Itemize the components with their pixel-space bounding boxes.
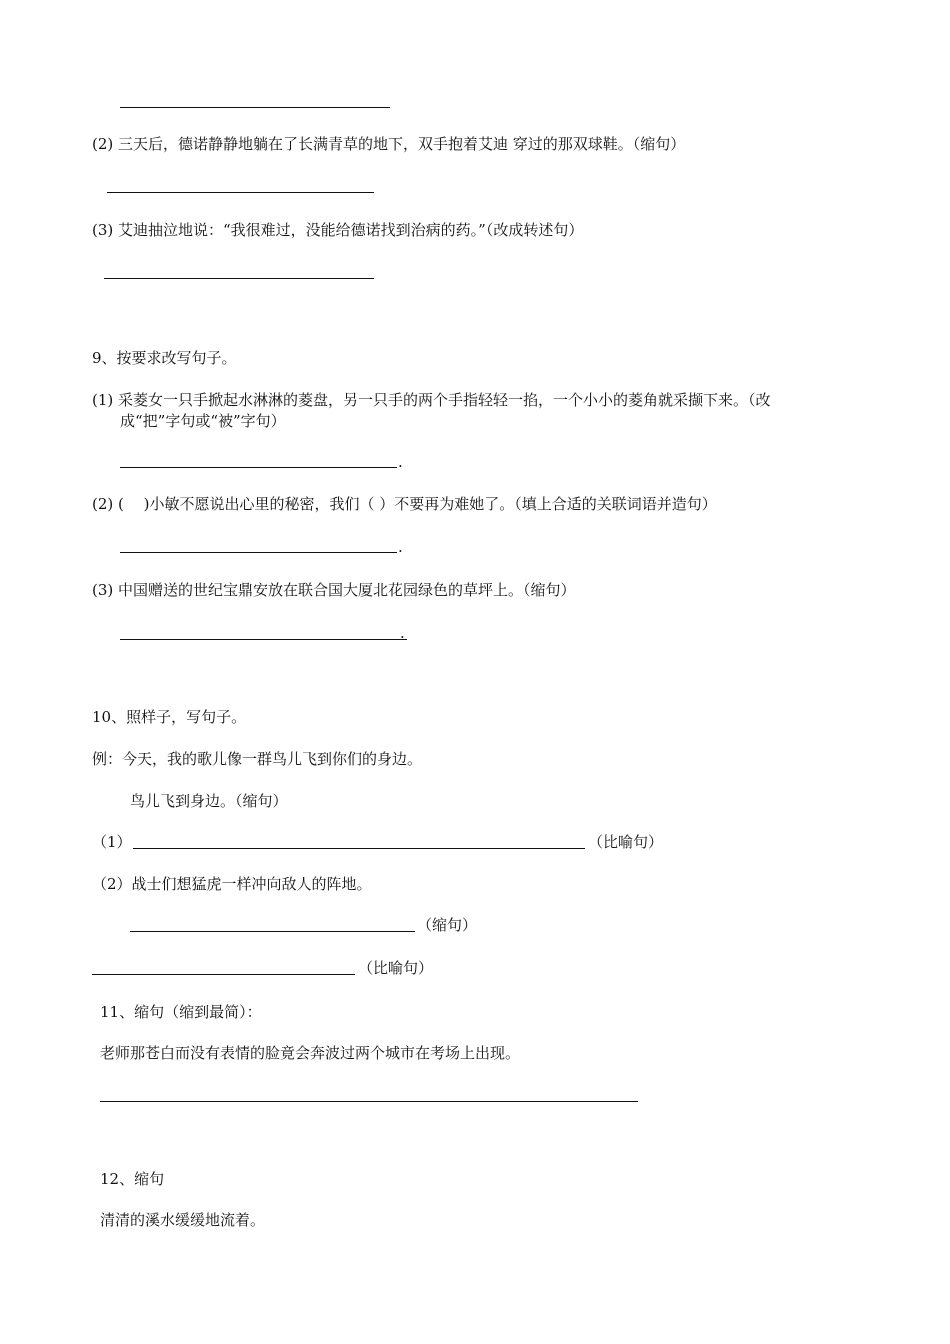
answer-line-10-1[interactable] [133,848,585,849]
section-11-title: 11、缩句（缩到最简）： [100,1003,262,1021]
question-10-2: （2）战士们想猛虎一样冲向敌人的阵地。 [92,875,372,893]
example-condensed: 鸟儿飞到身边。（缩句） [130,792,288,810]
answer-line-10-2b[interactable] [92,974,355,975]
section-10-title: 10、照样子，写句子。 [92,708,247,726]
answer-line-11[interactable] [100,1101,638,1102]
section-9-title: 9、按要求改写句子。 [92,349,237,367]
question-8-2: (2) 三天后，德诺静静地躺在了长满青草的地下，双手抱着艾迪 穿过的那双球鞋。（缩句） [92,135,686,153]
period-9-2: . [398,538,403,556]
answer-line-10-2a[interactable] [130,931,415,932]
question-9-1-line1: (1) 采菱女一只手掀起水淋淋的菱盘，另一只手的两个手指轻轻一掐，一个小小的菱角就采撷下来。（改 [92,391,771,409]
question-9-1-line2: 成“把”字句或“被”字句） [120,412,286,430]
question-10-1-tag: （比喻句） [588,833,664,851]
section-12-sentence: 清清的溪水缓缓地流着。 [100,1211,266,1229]
section-11-sentence: 老师那苍白而没有表情的脸竟会奔波过两个城市在考场上出现。 [100,1044,521,1062]
section-12-title: 12、缩句 [100,1170,165,1188]
answer-line-8-2[interactable] [107,192,374,193]
question-9-3: (3) 中国赠送的世纪宝鼎安放在联合国大厦北花园绿色的草坪上。（缩句） [92,581,576,599]
answer-line-9-3[interactable] [120,639,407,640]
answer-line-9-1[interactable] [120,467,397,468]
answer-line-8-3[interactable] [104,278,374,279]
question-10-2-tag-metaphor: （比喻句） [358,959,434,977]
period-9-1: . [398,453,403,471]
question-8-3: (3) 艾迪抽泣地说：“我很难过，没能给德诺找到治病的药。”（改成转述句） [92,221,584,239]
question-10-2-tag-condense: （缩句） [417,916,478,934]
question-9-2: (2) ( )小敏不愿说出心里的秘密，我们（ ）不要再为难她了。（填上合适的关联词语并造句） [92,495,717,513]
answer-line-9-2[interactable] [120,552,397,553]
period-9-3: . [400,624,405,642]
answer-line-8-1[interactable] [120,107,390,108]
example-sentence: 例：今天，我的歌儿像一群鸟儿飞到你们的身边。 [92,750,423,768]
question-10-1-number: （1） [92,833,132,851]
